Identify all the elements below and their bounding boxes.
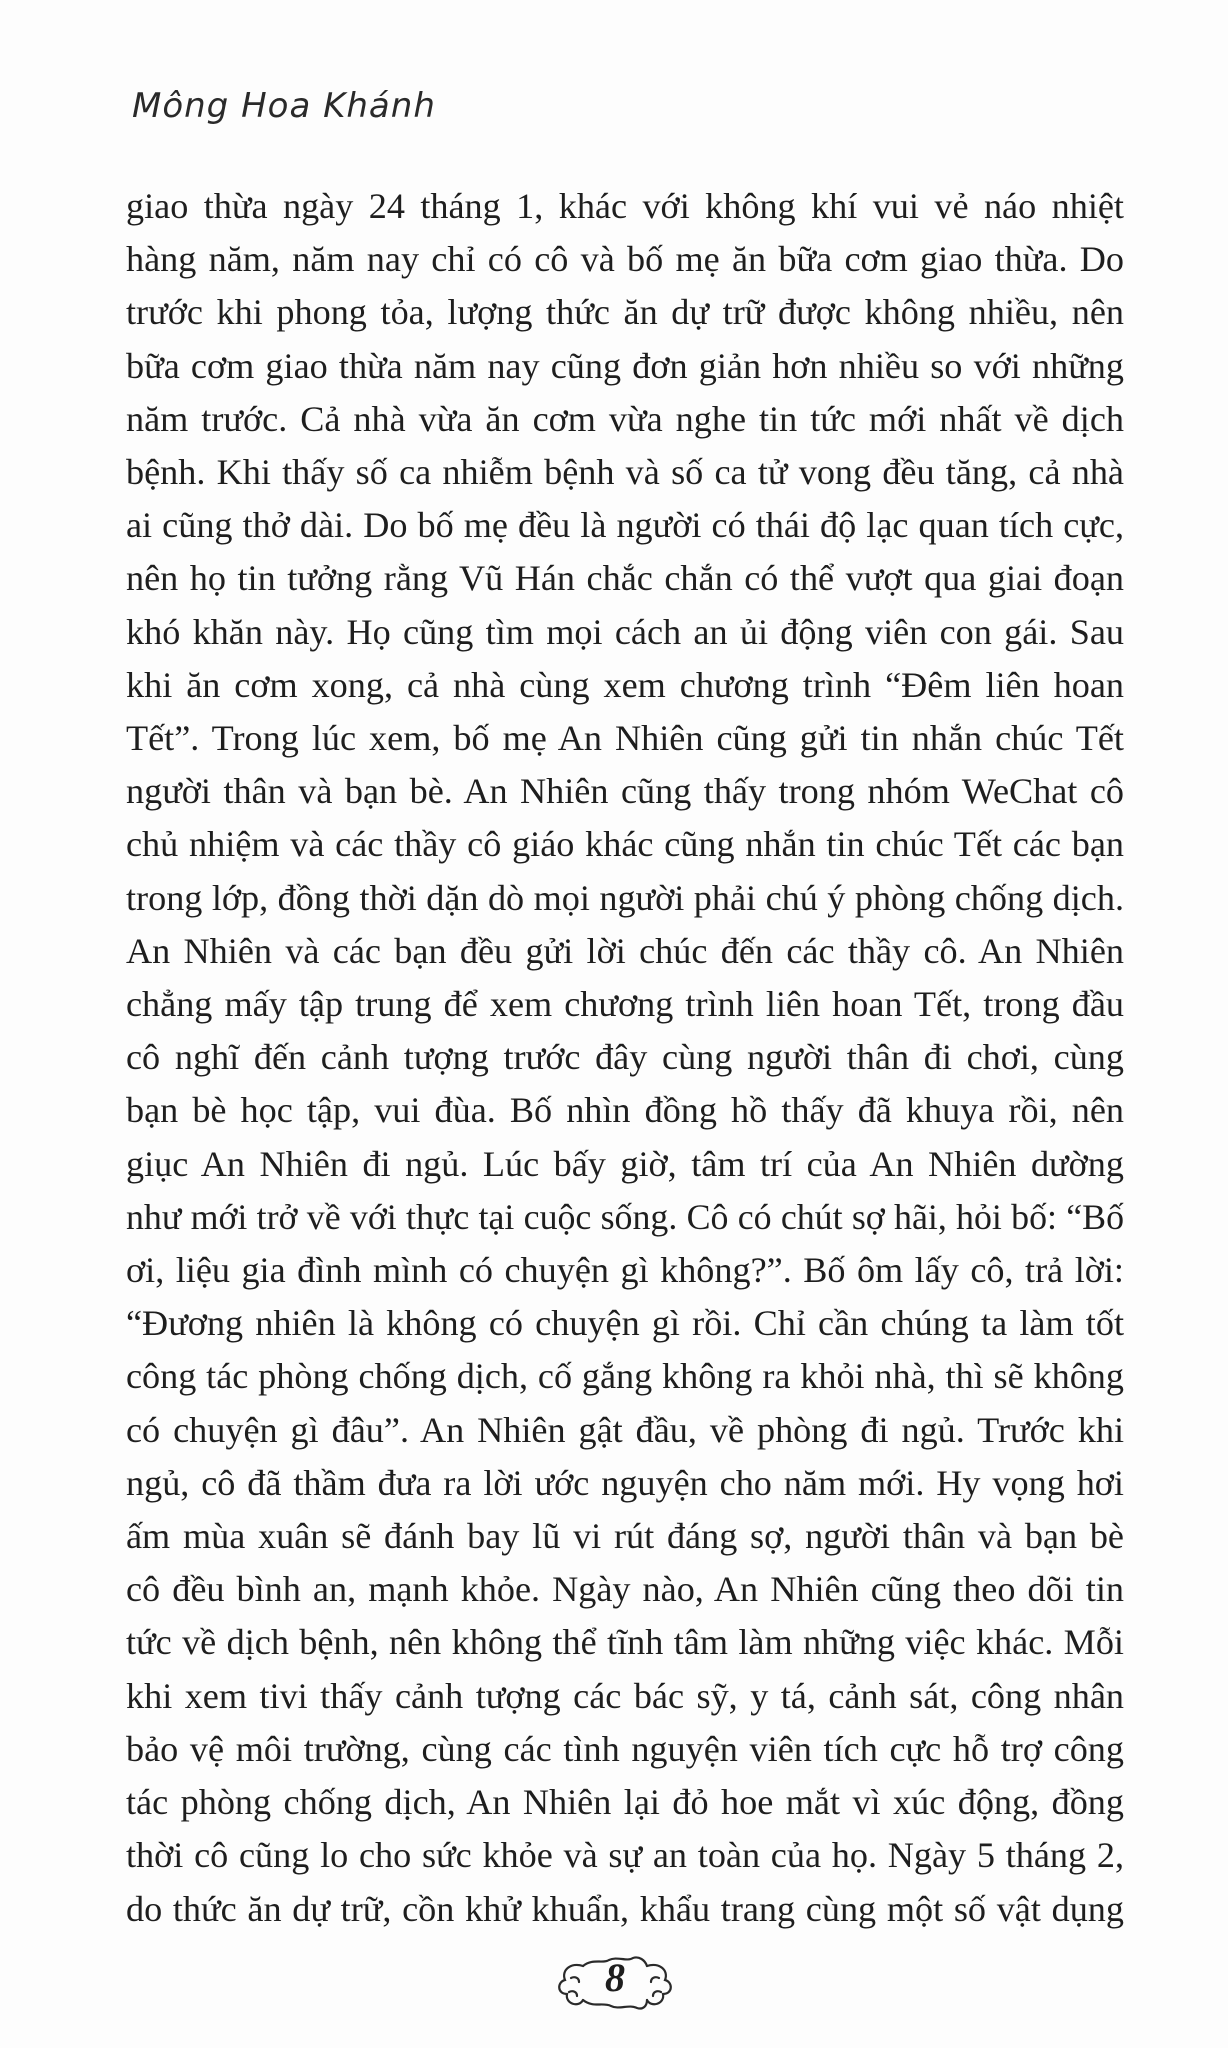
- text-line: khó khăn này. Họ cũng tìm mọi cách an ủi động viên con gái. Sau: [126, 611, 1124, 652]
- text-line: cô nghĩ đến cảnh tượng trước đây cùng người thân đi chơi, cùng: [126, 1037, 1124, 1078]
- text-line: công tác phòng chống dịch, cố gắng không ra khỏi nhà, thì sẽ không: [126, 1356, 1124, 1397]
- text-line: có chuyện gì đâu”. An Nhiên gật đầu, về phòng đi ngủ. Trước khi: [126, 1409, 1124, 1450]
- text-line: khi xem tivi thấy cảnh tượng các bác sỹ, y tá, cảnh sát, công nhân: [126, 1675, 1124, 1716]
- text-line: giục An Nhiên đi ngủ. Lúc bấy giờ, tâm trí của An Nhiên dường: [126, 1143, 1124, 1184]
- text-line: chủ nhiệm và các thầy cô giáo khác cũng nhắn tin chúc Tết các bạn: [126, 824, 1124, 865]
- page-number: 8: [605, 1955, 625, 2000]
- text-line: ngủ, cô đã thầm đưa ra lời ước nguyện cho năm mới. Hy vọng hơi: [126, 1462, 1124, 1503]
- text-line: bạn bè học tập, vui đùa. Bố nhìn đồng hồ thấy đã khuya rồi, nên: [126, 1090, 1124, 1131]
- body-paragraph: [126, 180, 1124, 1936]
- text-line: do thức ăn dự trữ, cồn khử khuẩn, khẩu trang cùng một số vật dụng: [126, 1888, 1124, 1929]
- text-line: bệnh. Khi thấy số ca nhiễm bệnh và số ca tử vong đều tăng, cả nhà: [126, 452, 1124, 493]
- text-line: nên họ tin tưởng rằng Vũ Hán chắc chắn có thể vượt qua giai đoạn: [126, 558, 1124, 599]
- text-line: hàng năm, năm nay chỉ có cô và bố mẹ ăn bữa cơm giao thừa. Do: [126, 239, 1124, 280]
- text-line: “Đương nhiên là không có chuyện gì rồi. Chỉ cần chúng ta làm tốt: [126, 1303, 1124, 1344]
- text-line: tức về dịch bệnh, nên không thể tĩnh tâm làm những việc khác. Mỗi: [126, 1622, 1124, 1663]
- text-line: Tết”. Trong lúc xem, bố mẹ An Nhiên cũng gửi tin nhắn chúc Tết: [126, 718, 1124, 759]
- text-line: năm trước. Cả nhà vừa ăn cơm vừa nghe tin tức mới nhất về dịch: [126, 398, 1124, 439]
- text-line: chẳng mấy tập trung để xem chương trình liên hoan Tết, trong đầu: [126, 984, 1124, 1025]
- text-line: bảo vệ môi trường, cùng các tình nguyện viên tích cực hỗ trợ công: [126, 1728, 1124, 1769]
- text-line: thời cô cũng lo cho sức khỏe và sự an toàn của họ. Ngày 5 tháng 2,: [126, 1835, 1124, 1876]
- text-line: tác phòng chống dịch, An Nhiên lại đỏ hoe mắt vì xúc động, đồng: [126, 1782, 1124, 1823]
- text-line: bữa cơm giao thừa năm nay cũng đơn giản hơn nhiều so với những: [126, 345, 1124, 386]
- text-line: khi ăn cơm xong, cả nhà cùng xem chương trình “Đêm liên hoan: [126, 664, 1124, 705]
- text-line: giao thừa ngày 24 tháng 1, khác với không khí vui vẻ náo nhiệt: [126, 186, 1124, 226]
- text-line: An Nhiên và các bạn đều gửi lời chúc đến các thầy cô. An Nhiên: [126, 930, 1124, 971]
- text-line: trong lớp, đồng thời dặn dò mọi người phải chú ý phòng chống dịch.: [126, 877, 1124, 918]
- text-line: cô đều bình an, mạnh khỏe. Ngày nào, An Nhiên cũng theo dõi tin: [126, 1569, 1124, 1610]
- text-line: ơi, liệu gia đình mình có chuyện gì không?”. Bố ôm lấy cô, trả lời:: [126, 1250, 1124, 1291]
- text-line: ai cũng thở dài. Do bố mẹ đều là người có thái độ lạc quan tích cực,: [126, 505, 1124, 546]
- text-line: trước khi phong tỏa, lượng thức ăn dự trữ được không nhiều, nên: [126, 292, 1124, 333]
- running-header-title: Mông Hoa Khánh: [132, 86, 436, 126]
- text-line: người thân và bạn bè. An Nhiên cũng thấy trong nhóm WeChat cô: [126, 771, 1124, 812]
- page-number-block: [553, 1948, 677, 2018]
- text-line: ấm mùa xuân sẽ đánh bay lũ vi rút đáng sợ, người thân và bạn bè: [126, 1516, 1124, 1557]
- text-line: như mới trở về với thực tại cuộc sống. Cô có chút sợ hãi, hỏi bố: “Bố: [126, 1196, 1124, 1237]
